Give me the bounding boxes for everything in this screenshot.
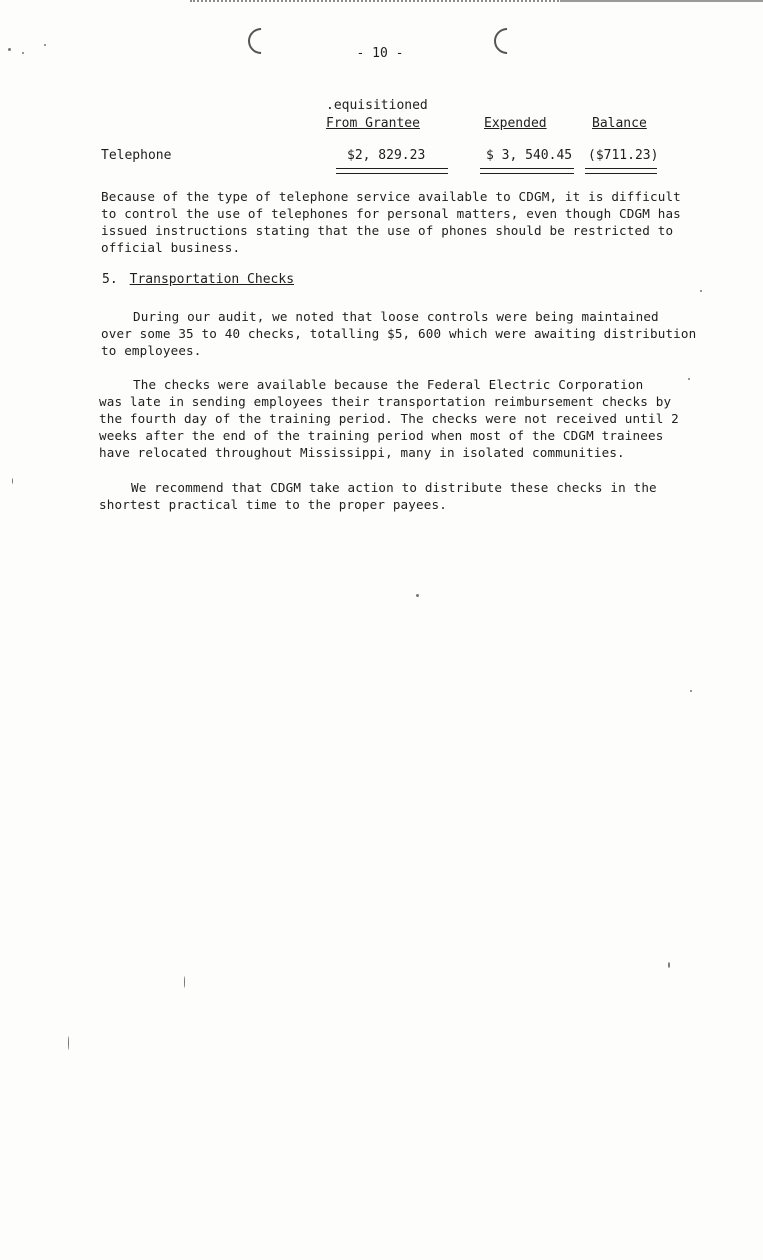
telephone-paragraph xyxy=(101,188,681,256)
scan-speck xyxy=(668,962,670,968)
scan-speck xyxy=(416,594,419,597)
scan-speck xyxy=(700,290,702,292)
paragraph-line: to employees. xyxy=(101,343,202,358)
section-number: 5. xyxy=(102,272,118,287)
paragraph-line: have relocated throughout Mississippi, many in isolated communities. xyxy=(99,445,625,460)
punch-hole-right xyxy=(489,23,526,60)
scan-speck xyxy=(68,1036,69,1050)
double-underline-expended xyxy=(480,168,574,174)
value-requisitioned: $2, 829.23 xyxy=(347,148,426,163)
audit-paragraph xyxy=(101,308,696,359)
paragraph-line: weeks after the end of the training period when most of the CDGM trainees xyxy=(99,428,664,443)
scan-speck xyxy=(12,478,13,484)
section-title: Transportation Checks xyxy=(129,272,295,287)
column-header-balance: Balance xyxy=(592,116,647,131)
paragraph-line: official business. xyxy=(101,240,241,255)
paragraph-line: Because of the type of telephone service available to CDGM, it is difficult xyxy=(101,189,681,204)
paragraph-line: issued instructions stating that the use of phones should be restricted to xyxy=(101,223,674,238)
paragraph-line: The checks were available because the Federal Electric Corporation xyxy=(133,377,644,392)
scan-speck xyxy=(44,44,46,46)
value-expended: $ 3, 540.45 xyxy=(486,148,573,163)
scan-speck xyxy=(688,378,690,380)
section-heading xyxy=(102,272,294,287)
paragraph-line: shortest practical time to the proper payees. xyxy=(99,497,447,512)
column-header-requisitioned-line2: From Grantee xyxy=(326,116,420,131)
column-header-expended: Expended xyxy=(484,116,547,131)
paragraph-line: the fourth day of the training period. The checks were not received until 2 xyxy=(99,411,679,426)
recommendation-paragraph xyxy=(99,479,657,513)
scan-speck xyxy=(8,48,11,51)
paragraph-line: We recommend that CDGM take action to distribute these checks in the xyxy=(131,480,657,495)
checks-paragraph xyxy=(99,376,679,461)
paragraph-line: During our audit, we noted that loose controls were being maintained xyxy=(133,309,659,324)
paragraph-line: to control the use of telephones for personal matters, even though CDGM has xyxy=(101,206,681,221)
column-header-requisitioned-line1: .equisitioned xyxy=(326,98,428,113)
paragraph-line: over some 35 to 40 checks, totalling $5, 600 which were awaiting distribution xyxy=(101,326,697,341)
row-label-telephone: Telephone xyxy=(101,148,172,163)
scan-speck xyxy=(184,976,185,988)
scan-speck xyxy=(22,52,24,54)
paragraph-line: was late in sending employees their transportation reimbursement checks by xyxy=(99,394,672,409)
scan-speck xyxy=(690,690,692,692)
page-number: - 10 - xyxy=(356,46,404,61)
value-balance: ($711.23) xyxy=(588,148,659,163)
page-top-edge-line xyxy=(560,0,763,2)
double-underline-balance xyxy=(585,168,657,174)
punch-hole-left xyxy=(243,23,280,60)
double-underline-requisitioned xyxy=(336,168,448,174)
